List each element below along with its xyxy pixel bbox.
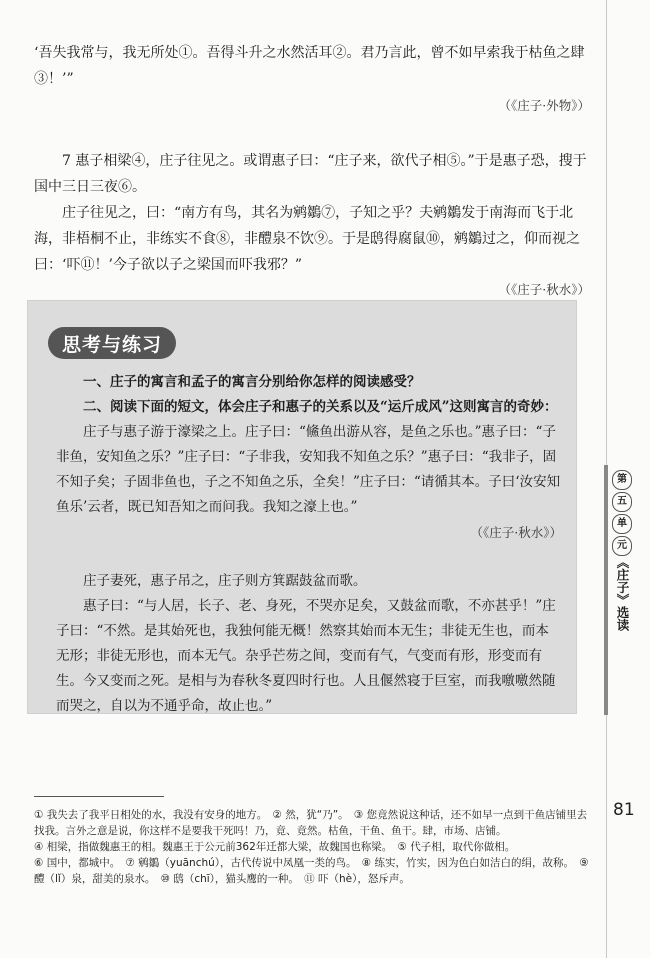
page-number: 81 xyxy=(613,800,635,820)
question-2: 二、阅读下面的短文，体会庄子和惠子的关系以及“运斤成风”这则寓言的奇妙： xyxy=(83,399,558,415)
book-section-label: 《庄子》选读 xyxy=(615,556,630,631)
unit-char-2: 五 xyxy=(612,492,632,512)
footnotes xyxy=(34,807,590,887)
footnote-group-1: ① 我失去了我平日相处的水，我没有安身的地方。 ② 然，犹“乃”。 ③ 您竟然说这种话，还不如早一点到干鱼店铺里去找我。言外之意是说，你这样不是要我干死吗！乃，竟、竟然。枯鱼，干鱼、鱼干。肆，市场、店铺。 xyxy=(34,809,588,837)
unit-char-4: 元 xyxy=(612,536,632,556)
passage-2-intro: 庄子妻死，惠子吊之，庄子则方箕踞鼓盆而歌。 xyxy=(83,573,367,589)
top-section xyxy=(34,40,590,114)
question-1: 一、庄子的寓言和孟子的寓言分别给你怎样的阅读感受？ xyxy=(83,374,421,390)
passage-1-source: （《庄子·秋水》） xyxy=(470,525,562,540)
unit-char-3: 单 xyxy=(612,514,632,534)
unit-side-bar xyxy=(604,465,608,715)
unit-char-1: 第 xyxy=(612,470,632,490)
story-7-para-2: 庄子往见之，曰：“南方有鸟，其名为鹓鶵⑦，子知之乎？夫鹓鶵发于南海而飞于北海，非梧桐不止，非练实不食⑧，非醴泉不饮⑨。于是鸱得腐鼠⑩，鹓鶵过之，仰而视之曰：‘吓⑪！’今子欲以子之梁国而吓我邪？” xyxy=(34,205,580,273)
passage-1: 庄子与惠子游于濠梁之上。庄子曰：“鯈鱼出游从容，是鱼之乐也。”惠子曰：“子非鱼，安知鱼之乐？”庄子曰：“子非我，安知我不知鱼之乐？”惠子曰：“我非子，固不知子矣；子固非鱼也，子之不知鱼之乐，全矣！”庄子曰：“请循其本。子曰‘汝安知鱼乐’云者，既已知吾知之而问我。我知之濠上也。” xyxy=(56,424,561,515)
source-waiwu: （《庄子·外物》） xyxy=(498,98,590,113)
exercise-content xyxy=(56,370,562,719)
story-7 xyxy=(34,148,590,298)
unit-label xyxy=(612,470,632,558)
footnote-rule xyxy=(34,796,164,797)
footnote-group-2: ④ 相梁，指做魏惠王的相。魏惠王于公元前362年迁都大梁，故魏国也称梁。 ⑤ 代子相，取代你做相。 xyxy=(34,841,516,853)
footnote-group-3: ⑥ 国中，都城中。 ⑦ 鹓鶵（yuānchú），古代传说中凤凰一类的鸟。 ⑧ 练实，竹实，因为色白如洁白的绢，故称。 ⑨ 醴（lǐ）泉，甜美的泉水。 ⑩ 鸱（chī），猫头鹰的一种。 ⑪ 吓（hè），怒斥声。 xyxy=(34,857,589,885)
passage-2-body: 惠子曰：“与人居，长子、老、身死，不哭亦足矣，又鼓盆而歌，不亦甚乎！”庄子曰：“不然。是其始死也，我独何能无概！然察其始而本无生；非徒无生也，而本无形；非徒无形也，而本无气。杂乎芒芴之间，变而有气，气变而有形，形变而有生。今又变而之死。是相与为春秋冬夏四时行也。人且偃然寝于巨室，而我噭噭然随而哭之，自以为不通乎命，故止也。” xyxy=(56,598,556,714)
story-7-para-1: 7 惠子相梁④，庄子往见之。或谓惠子曰：“庄子来，欲代子相⑤。”于是惠子恐，搜于国中三日三夜⑥。 xyxy=(34,153,587,195)
quote-line: ‘吾失我常与，我无所处①。吾得斗升之水然活耳②。君乃言此，曾不如早索我于枯鱼之肆③！’” xyxy=(34,45,585,87)
source-qiushui: （《庄子·秋水》） xyxy=(498,282,590,297)
exercise-title: 思考与练习 xyxy=(48,327,176,359)
